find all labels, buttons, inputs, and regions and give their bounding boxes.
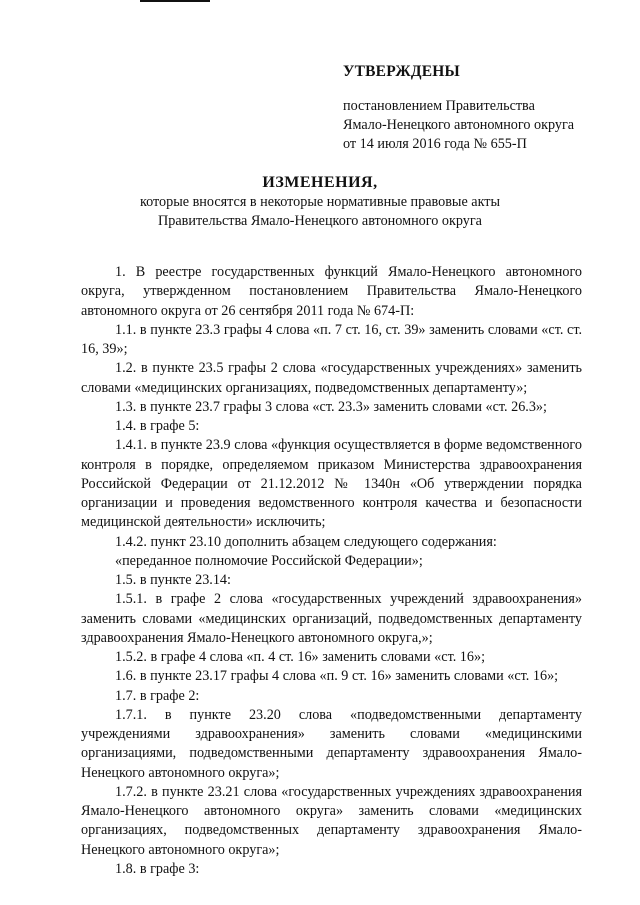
paragraph-1-4-2: 1.4.2. пункт 23.10 дополнить абзацем следующего содержания: [115,533,497,550]
paragraph-1-8: 1.8. в графе 3: [115,860,200,877]
paragraph-quote: «переданное полномочие Российской Федерации»; [115,552,423,569]
document-subtitle-2: Правительства Ямало-Ненецкого автономного округа [158,213,482,229]
paragraph-1-3: 1.3. в пункте 23.7 графы 3 слова «ст. 23.3» заменить словами «ст. 26.3»; [115,398,547,415]
document-title: ИЗМЕНЕНИЯ, [262,174,378,191]
paragraph-1-7-2: 1.7.2. в пункте 23.21 слова «государственных учреждениях здравоохранения Ямало-Ненецкого автономного округа» заменить словами «медицинских организациях, подведомственных департаменту здравоохранения Ямало-Ненецкого автономного округа»; [81,783,582,858]
paragraph-1-5-1: 1.5.1. в графе 2 слова «государственных учреждений здравоохранения» заменить словами «медицинских организаций, подведомственных департаменту здравоохранения Ямало-Ненецкого автономного округа,»; [81,591,582,646]
document-subtitle-1: которые вносятся в некоторые нормативные правовые акты [139,194,501,210]
paragraph-1: 1. В реестре государственных функций Ямало-Ненецкого автономного округа, утвержденном постановлением Правительства Ямало-Ненецкого автономного округа от 26 сентября 2011 года № 674-П: [81,264,582,319]
approval-line-3: от 14 июля 2016 года № 655-П [343,136,527,152]
document-body [81,263,582,879]
paragraph-1-5-2: 1.5.2. в графе 4 слова «п. 4 ст. 16» заменить словами «ст. 16»; [115,649,486,665]
paragraph-1-1: 1.1. в пункте 23.3 графы 4 слова «п. 7 ст. 16, ст. 39» заменить словами «ст. ст. 16, 39»; [81,321,582,357]
paragraph-1-6: 1.6. в пункте 23.17 графы 4 слова «п. 9 ст. 16» заменить словами «ст. 16»; [115,668,559,685]
paragraph-1-7: 1.7. в графе 2: [115,687,200,704]
document-heading [0,173,640,231]
approval-title: УТВЕРЖДЕНЫ [343,63,460,80]
paragraph-1-5: 1.5. в пункте 23.14: [115,572,231,588]
paragraph-1-4: 1.4. в графе 5: [115,418,200,434]
approval-block [343,62,623,154]
paragraph-1-7-1: 1.7.1. в пункте 23.20 слова «подведомственными департаменту учреждениями здравоохранения» заменить словами «медицинскими организациями, подведомственными департаменту здравоохранения Ямало-Ненецкого автономного округа»; [81,706,582,781]
paragraph-1-2: 1.2. в пункте 23.5 графы 2 слова «государственных учреждениях» заменить словами «медицинских организациях, подведомственных департаменту»; [81,360,582,396]
paragraph-1-4-1: 1.4.1. в пункте 23.9 слова «функция осуществляется в форме ведомственного контроля в порядке, определяемом приказом Министерства здравоохранения Российской Федерации от 21.12.2012 № 1340н «Об утверждении порядка организации и проведения ведомственного контроля качества и безопасности медицинской деятельности» исключить; [81,437,582,531]
approval-line-2: Ямало-Ненецкого автономного округа [343,117,575,133]
top-rule [140,0,210,2]
approval-line-1: постановлением Правительства [343,98,535,114]
